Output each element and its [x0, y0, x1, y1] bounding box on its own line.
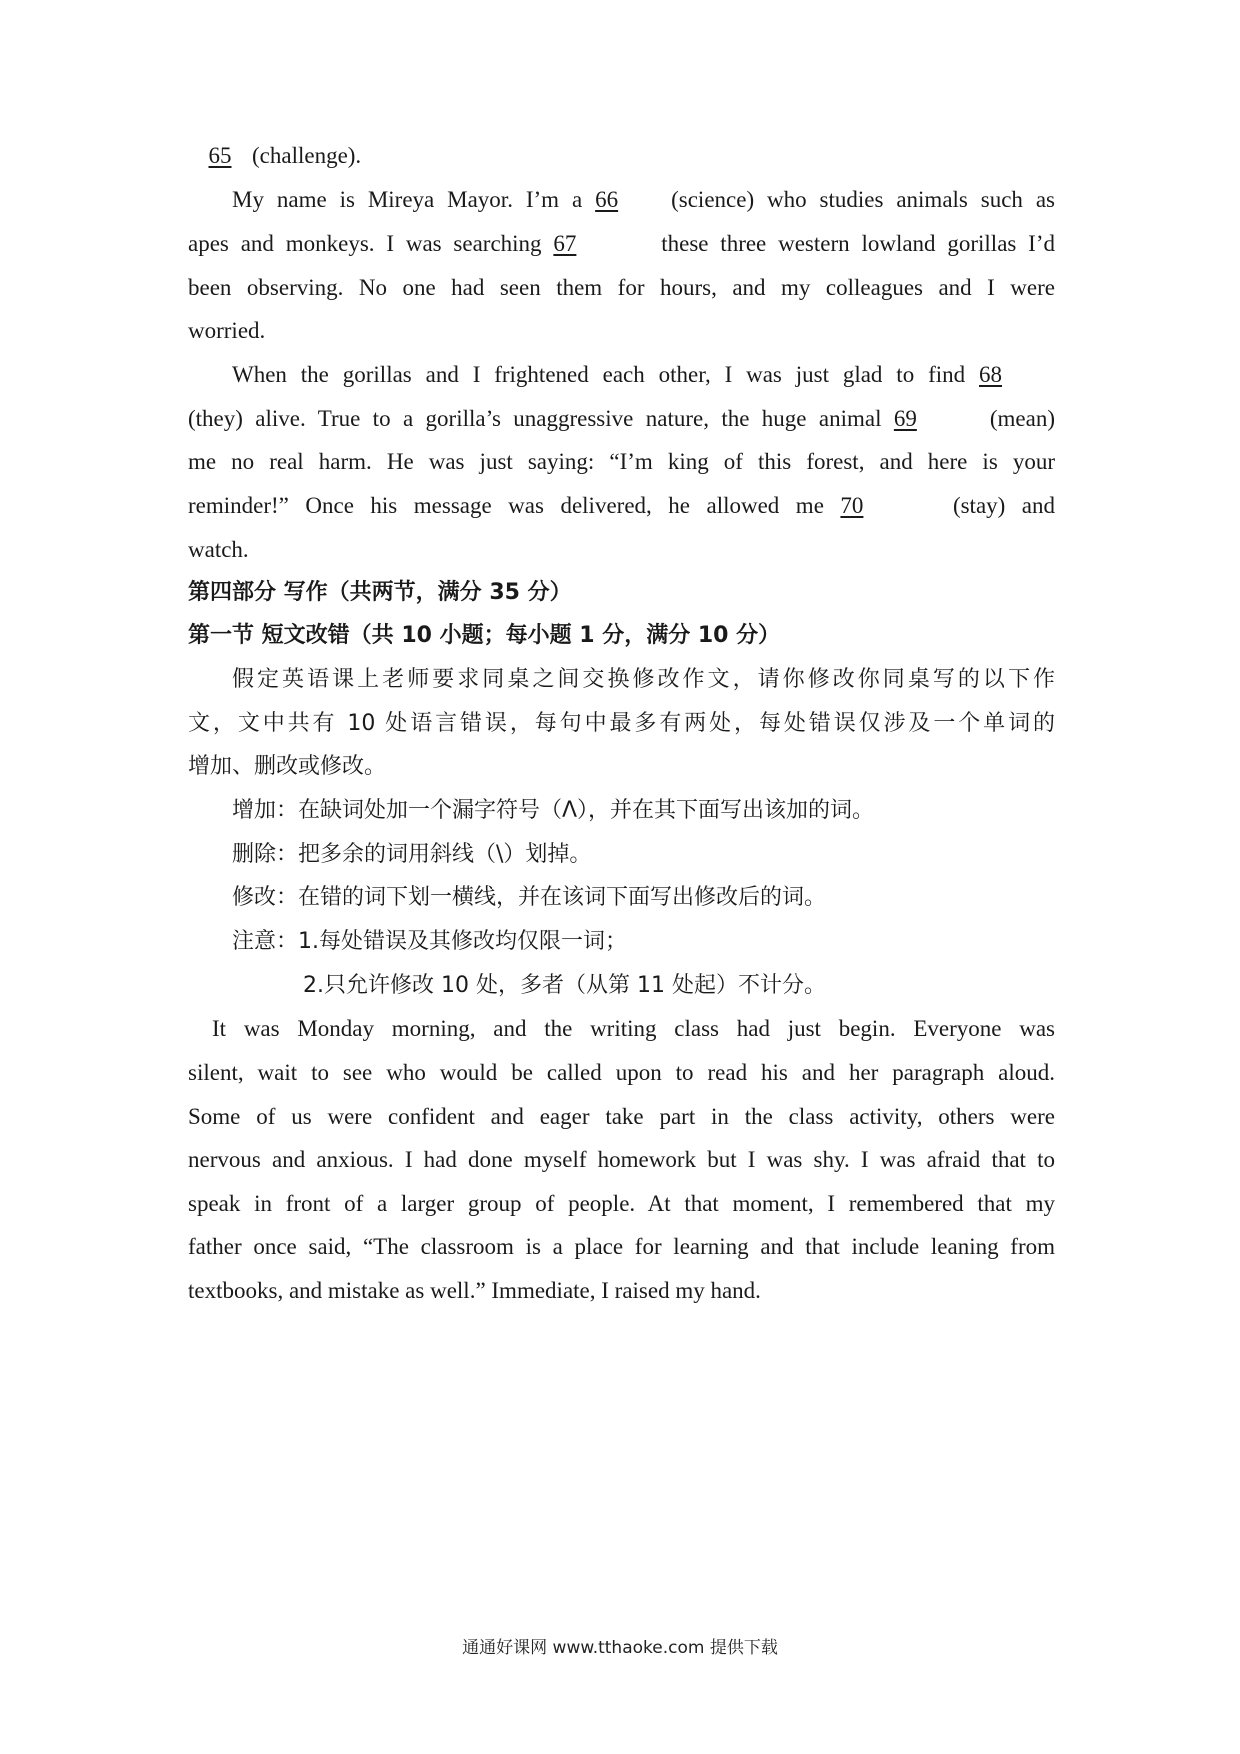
note-1: 注意：1.每处错误及其修改均仅限一词；	[232, 929, 627, 954]
passage-p2-line2: (they) alive. True to a gorilla’s unaggressive nature, the huge animal 69 (mean)	[188, 404, 1055, 434]
passage-p1-line4: worried.	[188, 318, 266, 343]
passage-p1-line2: apes and monkeys. I was searching 67 these three western lowland gorillas I’d	[188, 229, 1055, 259]
blank-69: 69	[893, 406, 917, 431]
essay-line7: textbooks, and mistake as well.” Immediate, I raised my hand.	[188, 1278, 761, 1303]
essay-line4: nervous and anxious. I had done myself homework but I was shy. I was afraid that to	[188, 1147, 1055, 1172]
blank-70: 70	[840, 493, 864, 518]
instruction-line3: 增加、删改或修改。	[188, 754, 387, 779]
rule-delete: 删除：把多余的词用斜线（\）划掉。	[232, 842, 592, 867]
passage-p2-line3: me no real harm. He was just saying: “I’m king of this forest, and here is your	[188, 449, 1055, 474]
essay-line3: Some of us were confident and eager take part in the class activity, others were	[188, 1104, 1055, 1129]
note-2: 2.只允许修改 10 处，多者（从第 11 处起）不计分。	[303, 973, 826, 998]
passage-p2-line1: When the gorillas and I frightened each other, I was just glad to find 68	[232, 360, 1055, 390]
instruction-line1: 假定英语课上老师要求同桌之间交换修改作文，请你修改你同桌写的以下作	[232, 667, 1055, 692]
essay-line6: father once said, “The classroom is a place for learning and that include leaning from	[188, 1234, 1055, 1259]
essay-line2: silent, wait to see who would be called upon to read his and her paragraph aloud.	[188, 1060, 1055, 1085]
instruction-line2: 文，文中共有 10 处语言错误，每句中最多有两处，每处错误仅涉及一个单词的	[188, 711, 1055, 736]
passage-p2-line4: reminder!” Once his message was delivered, he allowed me 70 (stay) and	[188, 491, 1055, 521]
blank-65: 65	[208, 143, 232, 168]
prev-item-line	[188, 141, 1055, 171]
rule-modify: 修改：在错的词下划一横线，并在该词下面写出修改后的词。	[232, 885, 827, 910]
passage-p1-line3: been observing. No one had seen them for hours, and my colleagues and I were	[188, 275, 1055, 300]
essay-line1: It was Monday morning, and the writing class had just begin. Everyone was	[212, 1016, 1055, 1041]
page-footer: 通通好课网 www.tthaoke.com 提供下载	[462, 1638, 778, 1658]
prev-item-hint: (challenge).	[252, 143, 362, 168]
blank-68: 68	[979, 362, 1002, 387]
section-title: 第四部分 写作（共两节，满分 35 分）	[188, 580, 572, 605]
rule-add: 增加：在缺词处加一个漏字符号（Λ），并在其下面写出该加的词。	[232, 798, 875, 823]
blank-66: 66	[595, 187, 619, 212]
passage-p2-line5: watch.	[188, 537, 249, 562]
essay-line5: speak in front of a larger group of people. At that moment, I remembered that my	[188, 1191, 1055, 1216]
passage-p1-line1: My name is Mireya Mayor. I’m a 66 (science) who studies animals such as	[232, 185, 1055, 215]
subsection-title: 第一节 短文改错（共 10 小题；每小题 1 分，满分 10 分）	[188, 623, 781, 648]
blank-67: 67	[553, 231, 577, 256]
